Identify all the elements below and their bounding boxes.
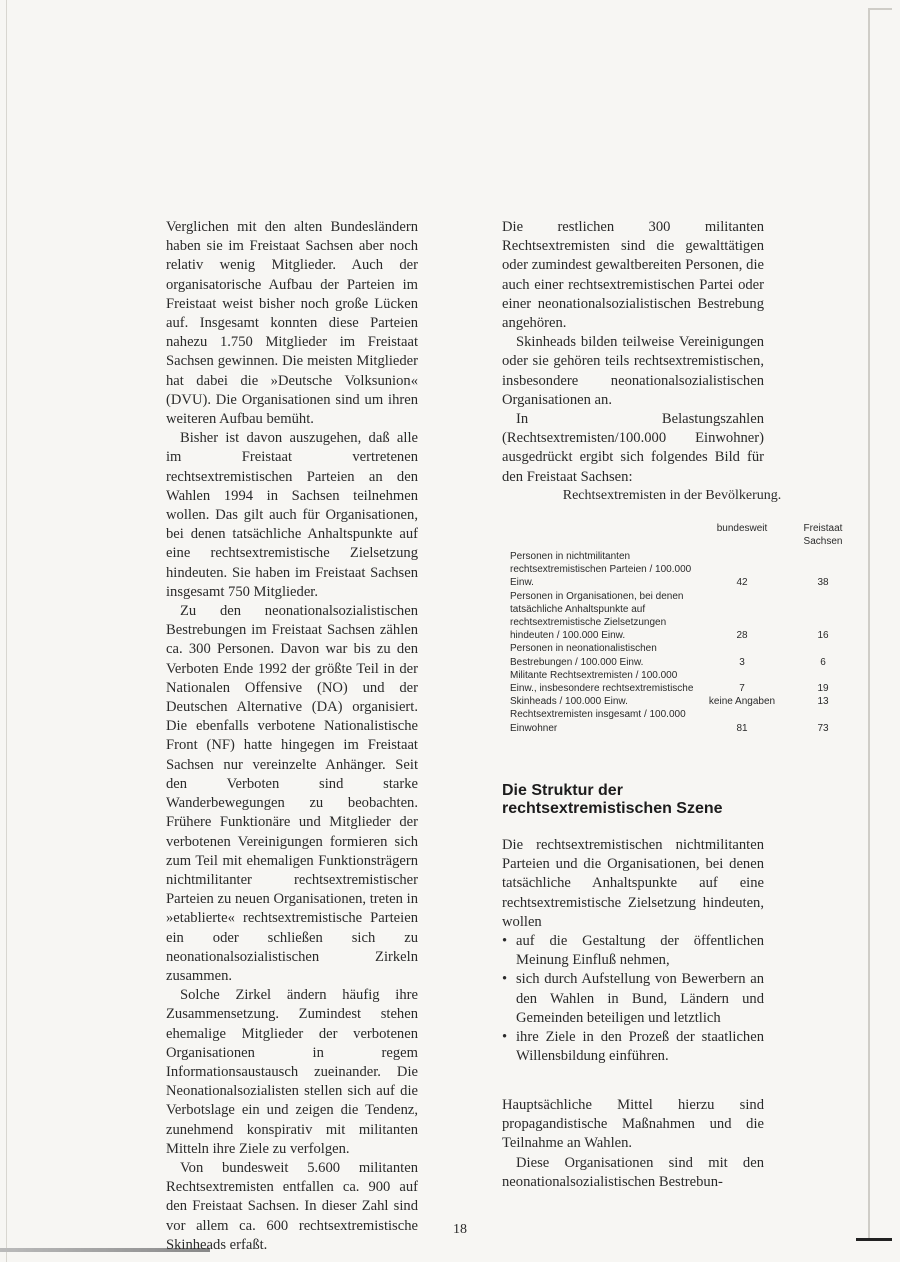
right-column-closing [502, 1096, 764, 1192]
list-item: • auf die Gestaltung der öffentlichen Meinung Einfluß nehmen, [502, 932, 764, 970]
paragraph: Bisher ist davon auszugehen, daß alle im Freistaat vertretenen rechtsextremistischen Parteien an den Wahlen 1994 in Sachsen teilnehmen wollen. Das gilt auch für Organisationen, bei denen tatsächliche Anhaltspunkte auf eine rechtsextremistische Zielsetzung hindeuten. Sie haben im Freistaat Sachsen insgesamt 750 Mitglieder. [166, 430, 418, 600]
paragraph: Hauptsächliche Mittel hierzu sind propagandistische Maßnahmen und die Teilnahme an Wahlen. [502, 1097, 764, 1152]
paragraph: Von bundesweit 5.600 militanten Rechtsextremisten entfallen ca. 900 auf den Freistaat Sachsen. In dieser Zahl sind vor allem ca. 600 rechtsextremistische Skinheads erfaßt. [166, 1159, 418, 1253]
column-header-sachsen: Freistaat Sachsen [803, 523, 843, 548]
row-label: Rechtsextremisten insgesamt / 100.000 Einwohner [510, 709, 686, 734]
table-header [510, 522, 850, 550]
value-sachsen: 73 [817, 722, 829, 734]
list-item: • sich durch Aufstellung von Bewerbern an den Wahlen in Bund, Ländern und Gemeinden beteiligen und letztlich [502, 970, 764, 1028]
value-sachsen: 19 [817, 683, 829, 695]
paragraph: Verglichen mit den alten Bundesländern haben sie im Freistaat Sachsen aber noch relativ wenig Mitglieder. Auch der organisatorische Aufbau der Parteien im Freistaat weist bisher noch große Lücken auf. Insgesamt konnten diese Parteien nahezu 1.750 Mitglieder im Freistaat Sachsen gewinnen. Die meisten Mitglieder hat dabei die »Deutsche Volksunion« (DVU). Die Organisationen sind um ihren weiteren Aufbau bemüht. [166, 219, 418, 428]
value-sachsen: 6 [820, 656, 826, 668]
table-title: Rechtsextremisten in der Bevölkerung. [562, 488, 782, 503]
value-bundesweit: 81 [736, 722, 748, 734]
paragraph: Die restlichen 300 militanten Rechtsextremisten sind die gewalttätigen oder zumindest gewaltbereiten Personen, die auch einer rechtsextremistischen Partei oder einer neonationalsozialistischen Bestrebung angehören. [502, 219, 764, 332]
value-sachsen: 38 [817, 577, 829, 589]
scan-edge-right-bottom [856, 1238, 892, 1241]
left-column [166, 218, 418, 1255]
row-label: Personen in Organisationen, bei denen tatsächliche Anhaltspunkte auf rechtsextremistische Zielsetzungen hindeuten / 100.000 Einw. [510, 590, 684, 642]
list-item: • ihre Ziele in den Prozeß der staatlichen Willensbildung einführen. [502, 1028, 764, 1066]
table-row [510, 550, 850, 590]
table-row [510, 642, 850, 668]
paragraph: In Belastungszahlen (Rechtsextremisten/100.000 Einwohner) ausgedrückt ergibt sich folgendes Bild für den Freistaat Sachsen: [502, 411, 764, 485]
value-bundesweit: 7 [739, 683, 745, 695]
row-label: Militante Rechtsextremisten / 100.000 Einw., insbesondere rechtsextremistische Skinheads / 100.000 Einw. [510, 669, 694, 708]
paragraph: Solche Zirkel ändern häufig ihre Zusammensetzung. Zumindest stehen ehemalige Mitglieder der verbotenen Organisationen in regem Informationsaustausch zueinander. Die Neonationalsozialisten stellen sich auf die Verbotslage ein und zeigen die Tendenz, zunehmend konspirativ mit militanten Mitteln ihre Ziele zu verfolgen. [166, 987, 418, 1157]
row-label: Personen in nichtmilitanten rechtsextremistischen Parteien / 100.000 Einw. [510, 551, 692, 589]
scan-edge-right-top [868, 8, 892, 10]
value-sachsen-skinheads: 13 [817, 696, 829, 708]
table-row [510, 708, 850, 734]
paragraph: Diese Organisationen sind mit den neonationalsozialistischen Bestrebun- [502, 1154, 764, 1190]
statistics-table [510, 522, 850, 735]
bullet-list [502, 932, 764, 1066]
section-heading: Die Struktur der rechtsextremistischen Szene [502, 782, 723, 817]
column-header-bundesweit: bundesweit [716, 523, 768, 534]
right-column-top [502, 218, 764, 487]
value-bundesweit: 42 [736, 577, 748, 589]
right-column-section [502, 836, 764, 1066]
paragraph: Skinheads bilden teilweise Vereinigungen oder sie gehören teils rechtsextremistischen, insbesondere neonationalsozialistischen Organisationen an. [502, 334, 764, 408]
paragraph: Die rechtsextremistischen nichtmilitanten Parteien und die Organisationen, bei denen tatsächliche Anhaltspunkte auf eine rechtsextremistische Zielsetzung hindeuten, wollen [502, 837, 764, 930]
page-number: 18 [453, 1222, 467, 1237]
value-sachsen: 16 [817, 630, 829, 642]
table-row [510, 590, 850, 643]
value-bundesweit: 28 [736, 630, 748, 642]
scan-edge-right [868, 8, 870, 1240]
value-bundesweit: 3 [739, 656, 745, 668]
paragraph: Zu den neonationalsozialistischen Bestrebungen im Freistaat Sachsen zählen ca. 300 Personen. Davon war bis zu den Verboten Ende 1992 der größte Teil in der Nationalen Offensive (NO) und der Deutschen Alternative (DA) organisiert. Die ebenfalls verbotene Nationalistische Front (NF) hatte hingegen im Freistaat Sachsen nur vereinzelte Anhänger. Seit den Verboten sind starke Wanderbewegungen zu beobachten. Frühere Funktionäre und Mitglieder der verbotenen Vereinigungen formieren sich zum Teil mit ehemaligen Funktionsträgern nichtmilitanter rechtsextremistischer Parteien zu neuen Organisationen, treten in »etablierte« rechtsextremistische Parteien ein oder schließen sich zu neonationalsozialistischen Zirkeln zusammen. [166, 603, 418, 984]
value-bundesweit-skinheads: keine Angaben [708, 696, 776, 708]
row-label: Personen in neonationalistischen Bestrebungen / 100.000 Einw. [510, 643, 657, 668]
scan-edge-left [6, 0, 7, 1262]
table-row [510, 669, 850, 709]
